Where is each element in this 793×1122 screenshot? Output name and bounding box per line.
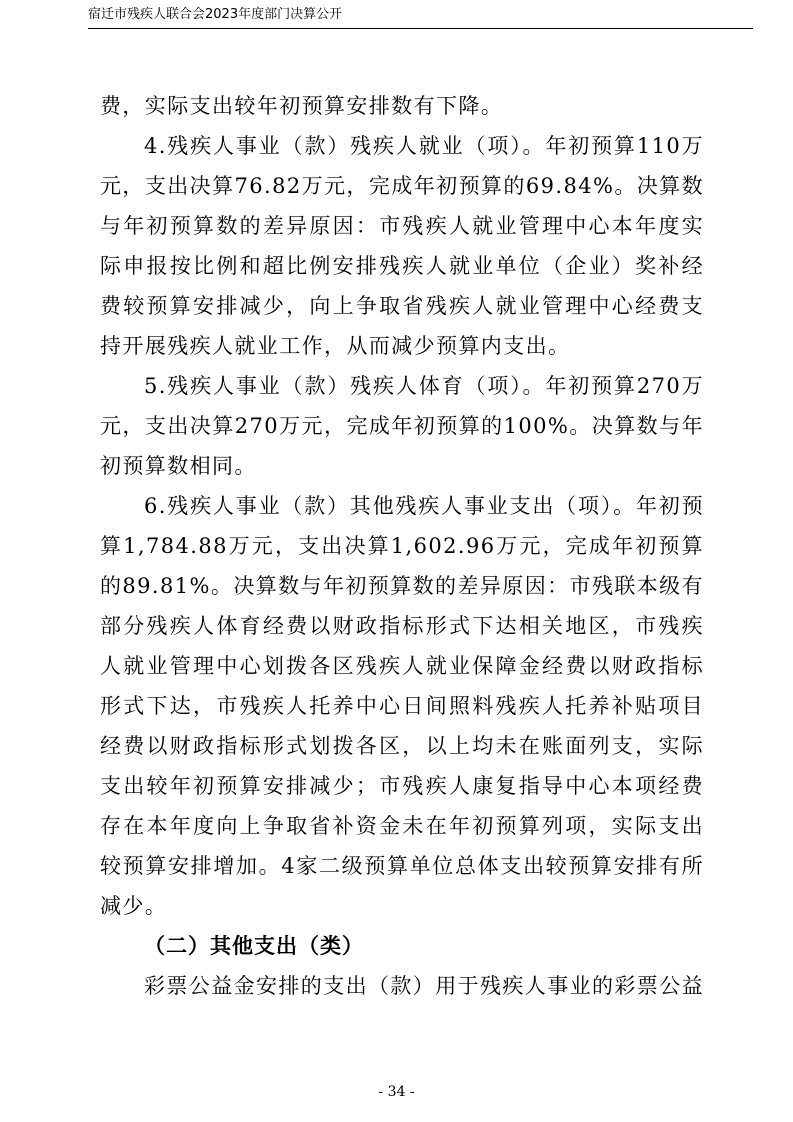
section-heading: （二）其他支出（类） xyxy=(144,934,364,958)
paragraph-item-4: 4.残疾人事业（款）残疾人就业（项）。年初预算110万元，支出决算76.82万元，完成年初预算的69.84%。决算数与年初预算数的差异原因：市残疾人就业管理中心本年度实际申报按比例和超比例安排残疾人就业单位（企业）奖补经费较预算安排减少，向上争取省残疾人就业管理中心经费支持开展残疾人就业工作，从而减少预算内支出。 xyxy=(100,134,704,358)
header-divider xyxy=(88,28,753,29)
page-number: - 34 - xyxy=(378,1084,415,1100)
paragraph-lottery: 彩票公益金安排的支出（款）用于残疾人事业的彩票公益 xyxy=(144,974,704,998)
paragraph-item-6: 6.残疾人事业（款）其他残疾人事业支出（项）。年初预算1,784.88万元，支出决算1,602.96万元，完成年初预算的89.81%。决算数与年初预算数的差异原因：市残联本级有部分残疾人体育经费以财政指标形式下达相关地区，市残疾人就业管理中心划拨各区残疾人就业保障金经费以财政指标形式下达，市残疾人托养中心日间照料残疾人托养补贴项目经费以财政指标形式划拨各区，以上均未在账面列支，实际支出较年初预算安排减少；市残疾人康复指导中心本项经费存在本年度向上争取省补资金未在年初预算列项，实际支出较预算安排增加。4家二级预算单位总体支出较预算安排有所减少。 xyxy=(100,494,704,918)
document-body xyxy=(100,86,704,1006)
paragraph-continuation: 费，实际支出较年初预算安排数有下降。 xyxy=(100,94,504,118)
document-header: 宿迁市残疾人联合会2023年度部门决算公开 xyxy=(88,7,343,22)
paragraph-item-5: 5.残疾人事业（款）残疾人体育（项）。年初预算270万元，支出决算270万元，完成年初预算的100%。决算数与年初预算数相同。 xyxy=(100,374,704,478)
